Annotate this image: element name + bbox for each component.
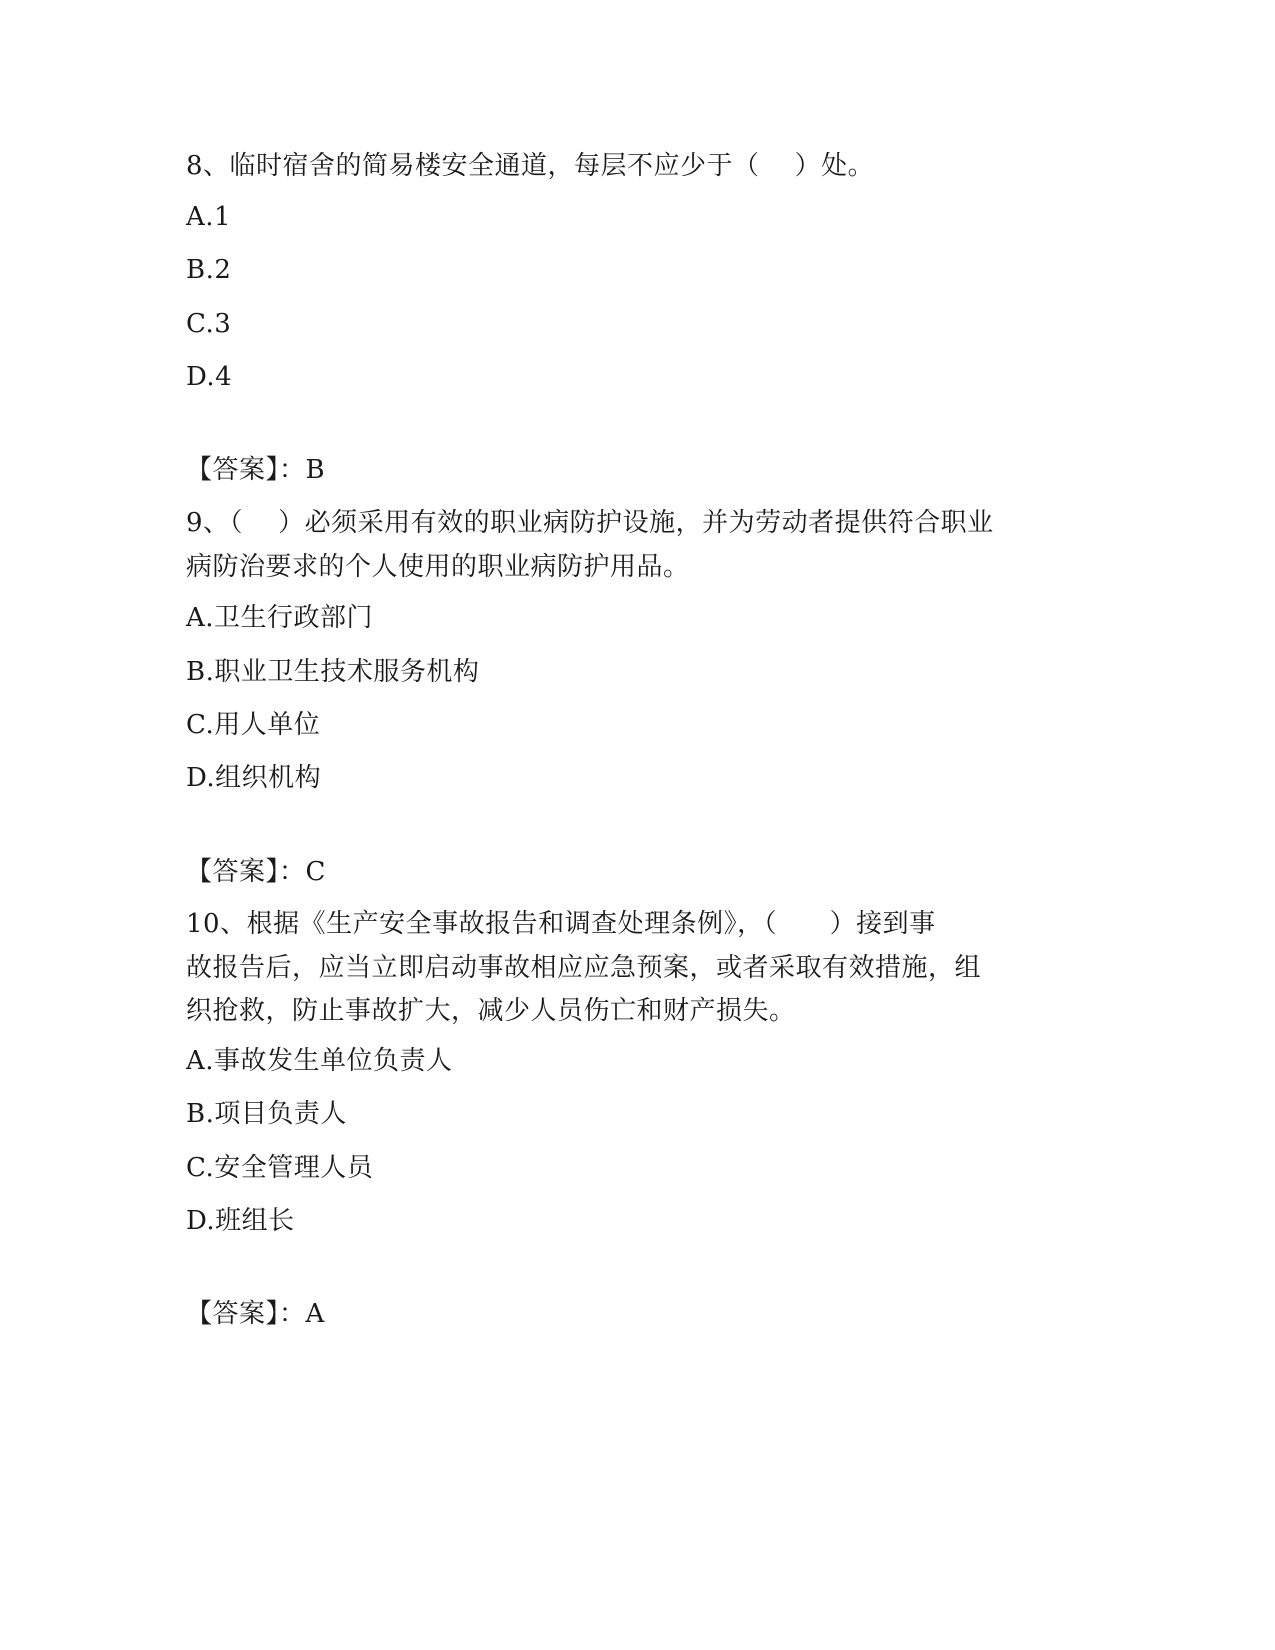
question-10-option-d: D.班组长 bbox=[186, 1206, 295, 1236]
question-9-stem-line-1: 9、（ ）必须采用有效的职业病防护设施，并为劳动者提供符合职业 bbox=[186, 508, 994, 538]
question-9-option-a: A.卫生行政部门 bbox=[186, 603, 374, 633]
question-10-stem-line-2: 故报告后，应当立即启动事故相应应急预案，或者采取有效措施，组 bbox=[186, 953, 982, 983]
question-8-option-b: B.2 bbox=[186, 255, 232, 285]
question-8-option-a: A.1 bbox=[186, 202, 232, 232]
question-10-stem-line-3: 织抢救，防止事故扩大，减少人员伤亡和财产损失。 bbox=[186, 996, 796, 1026]
question-9-stem-line-2: 病防治要求的个人使用的职业病防护用品。 bbox=[186, 552, 690, 582]
question-8-stem: 8、临时宿舍的简易楼安全通道，每层不应少于（ ）处。 bbox=[186, 151, 875, 181]
question-10-option-a: A.事故发生单位负责人 bbox=[186, 1046, 453, 1076]
question-8-option-c: C.3 bbox=[186, 309, 232, 339]
question-10-answer: 【答案】：A bbox=[186, 1299, 325, 1329]
question-9-option-b: B.职业卫生技术服务机构 bbox=[186, 657, 480, 687]
question-9-option-d: D.组织机构 bbox=[186, 763, 322, 793]
question-8-answer: 【答案】：B bbox=[186, 455, 326, 485]
question-10-stem-line-1: 10、根据《生产安全事故报告和调查处理条例》，（ ）接到事 bbox=[186, 909, 936, 939]
question-9-option-c: C.用人单位 bbox=[186, 710, 321, 740]
question-9-answer: 【答案】：C bbox=[186, 857, 326, 887]
question-8-option-d: D.4 bbox=[186, 362, 233, 392]
question-10-option-b: B.项目负责人 bbox=[186, 1099, 347, 1129]
question-10-option-c: C.安全管理人员 bbox=[186, 1153, 374, 1183]
